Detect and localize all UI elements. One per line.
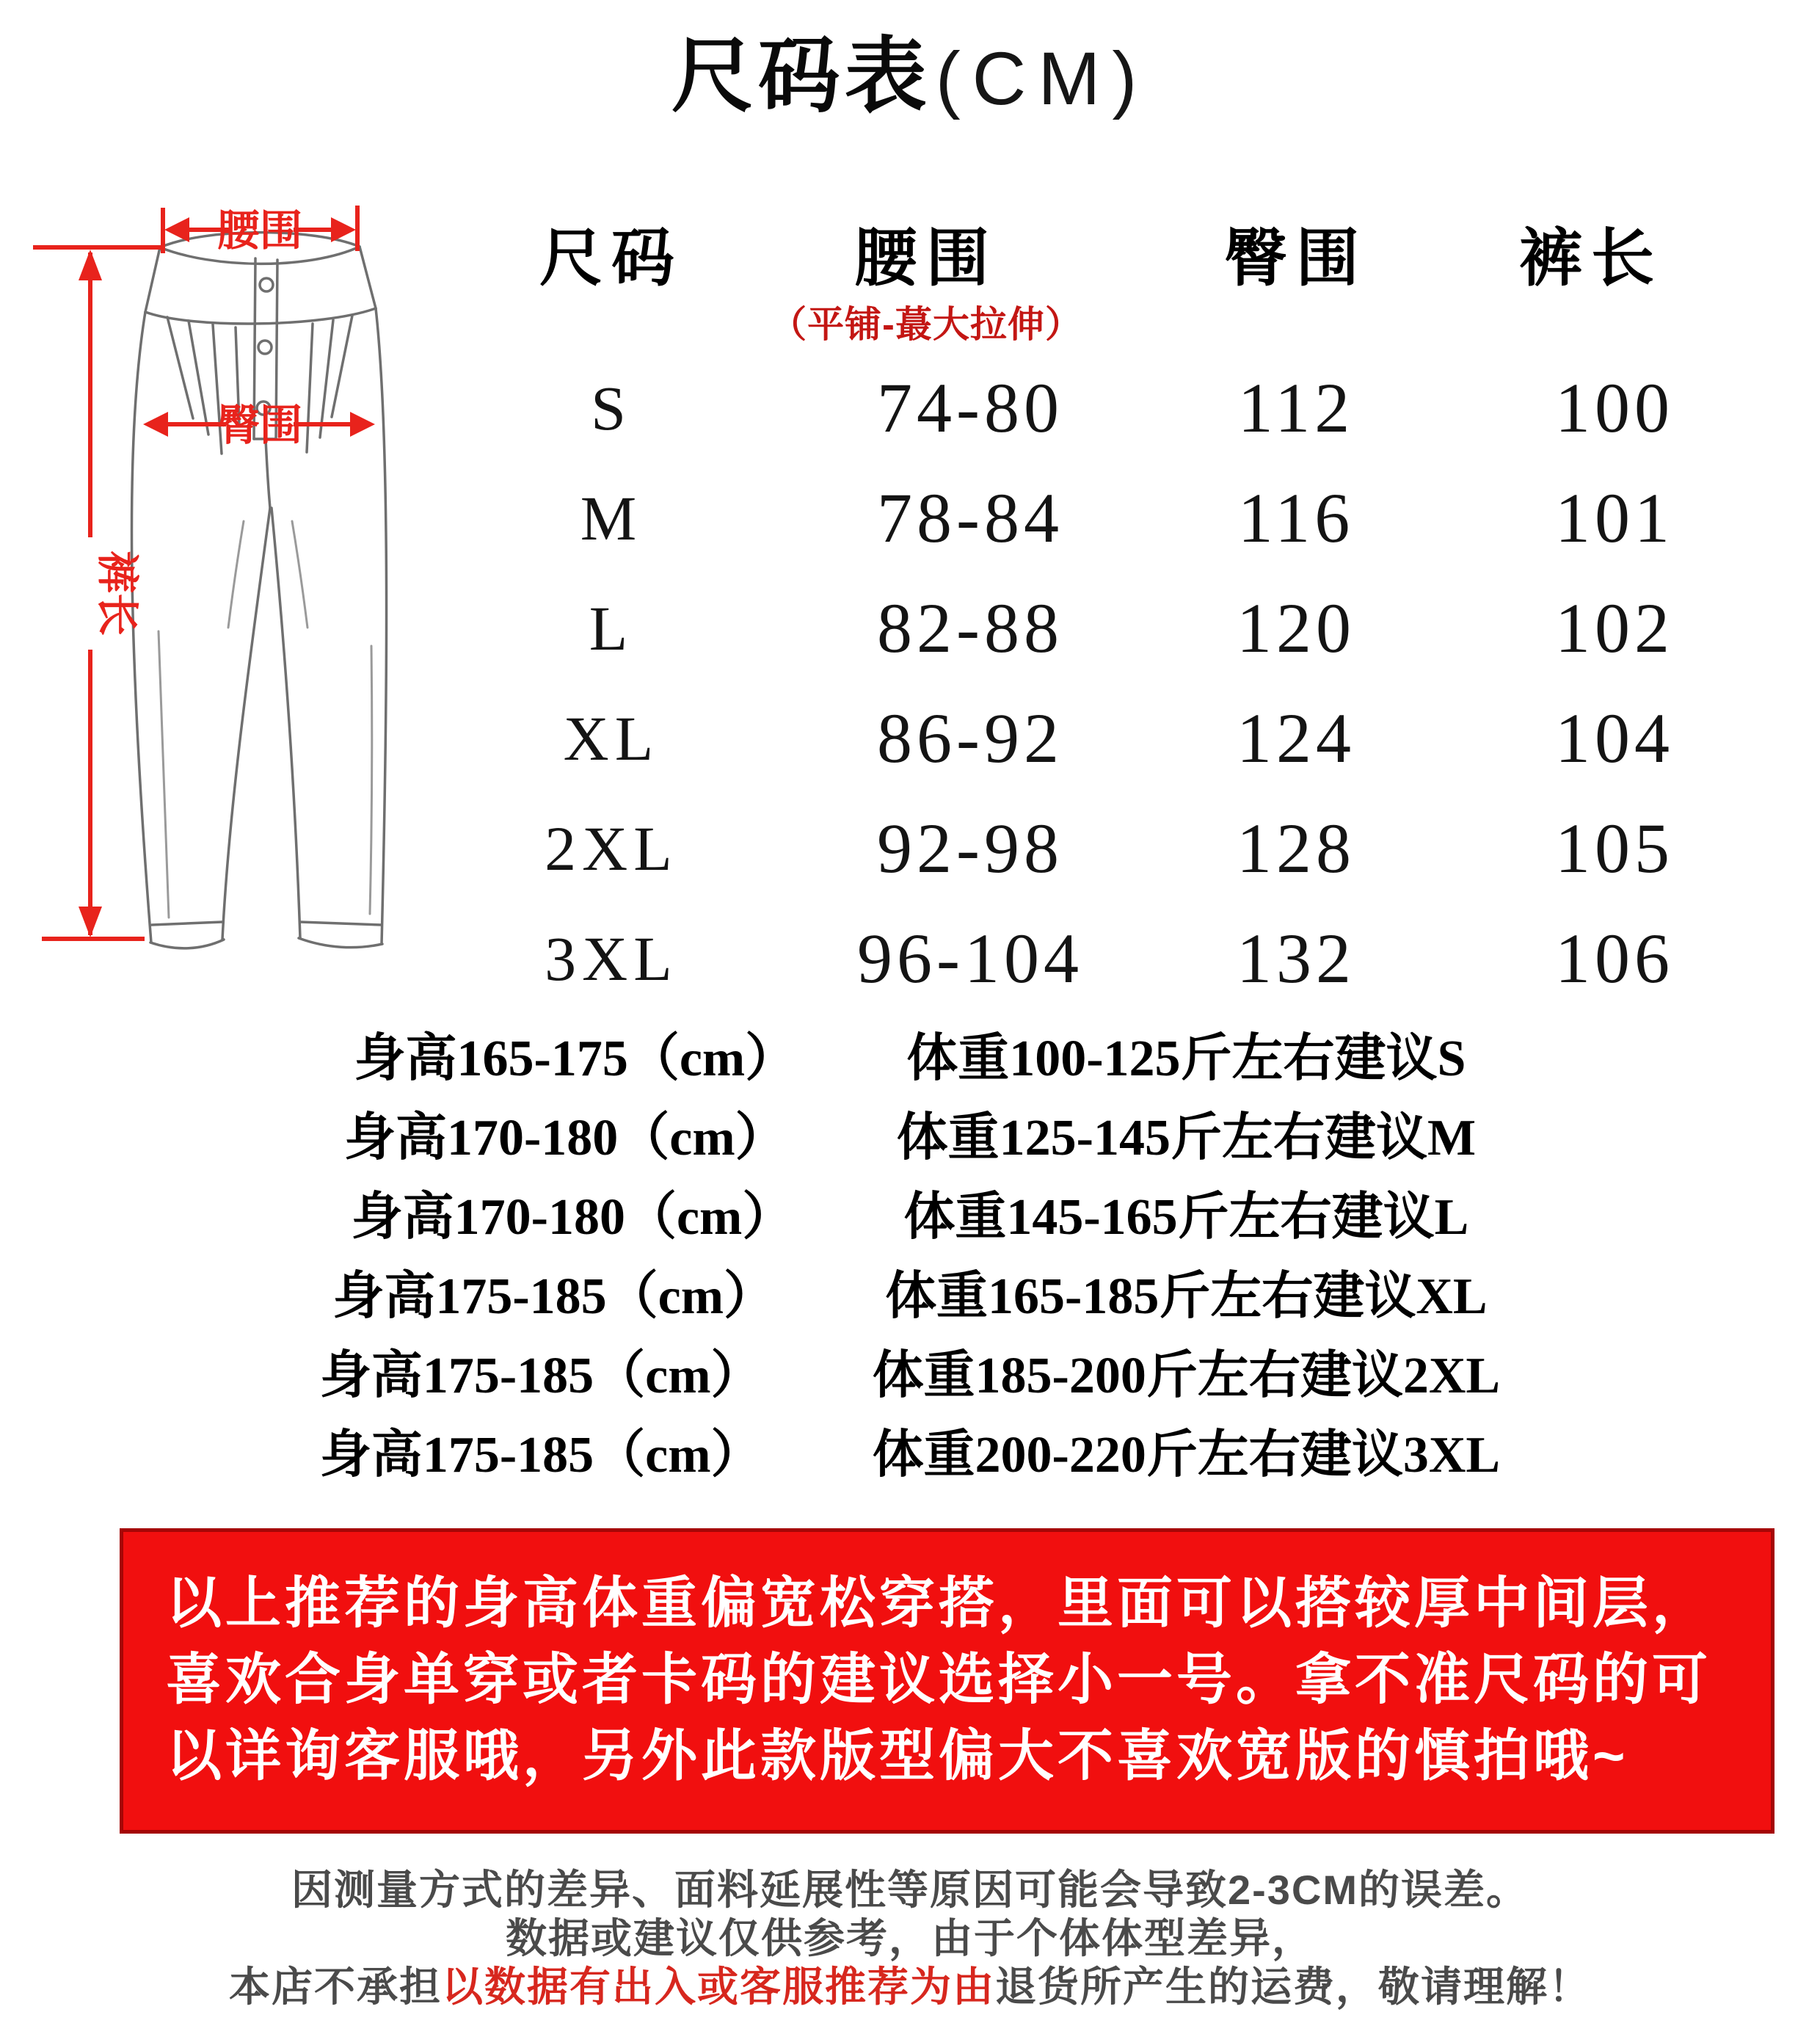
- col-header-hip: 臀围: [1224, 223, 1368, 294]
- size-label: S: [591, 373, 632, 443]
- pants-measurement-diagram: [15, 176, 411, 998]
- waist-value: 74-80: [877, 368, 1063, 447]
- col-header-size: 尺码: [539, 223, 683, 294]
- notice-line: 喜欢合身单穿或者卡码的建议选择小一号。拿不准尺码的可: [166, 1649, 1711, 1711]
- recommendation-line: [0, 1337, 1820, 1416]
- size-label: L: [589, 593, 634, 664]
- weight-advice: 体重125-145斤左右建议M: [896, 1110, 1477, 1166]
- waist-value: 82-88: [877, 589, 1063, 667]
- waist-note: （平铺-蕞大拉伸）: [770, 304, 1082, 345]
- waist-arrow: [163, 206, 357, 255]
- disclaimer-line: 因测量方式的差异、面料延展性等原因可能会导致2-3CM的误差。: [291, 1867, 1529, 1913]
- length-value: 104: [1555, 699, 1674, 777]
- weight-advice: 体重165-185斤左右建议XL: [885, 1268, 1488, 1325]
- height-range: 身高175-185（cm）: [319, 1348, 762, 1404]
- pants-crease-lines: [159, 521, 372, 918]
- recommendation-line: [0, 1257, 1820, 1337]
- page-title: [0, 10, 1820, 128]
- notice-line: 以上推荐的身高体重偏宽松穿搭，里面可以搭较厚中间层，: [166, 1572, 1711, 1635]
- waist-value: 92-98: [877, 809, 1063, 887]
- height-range: 身高165-175（cm）: [354, 1031, 797, 1087]
- length-value: 105: [1555, 809, 1674, 887]
- disclaimer-prefix: 本店不承担: [229, 1964, 442, 2010]
- weight-advice: 体重200-220斤左右建议3XL: [872, 1427, 1501, 1483]
- size-label: M: [580, 483, 643, 553]
- length-value: 102: [1555, 589, 1674, 667]
- hip-value: 124: [1237, 699, 1355, 777]
- height-range: 身高170-180（cm）: [351, 1189, 794, 1246]
- hip-arrow: [143, 402, 375, 449]
- length-value: 106: [1555, 919, 1674, 998]
- size-label: XL: [563, 703, 660, 774]
- length-value: 101: [1555, 479, 1674, 557]
- hip-value: 116: [1237, 479, 1355, 557]
- size-label: 2XL: [545, 813, 678, 884]
- weight-advice: 体重100-125斤左右建议S: [906, 1031, 1466, 1087]
- hip-value: 132: [1237, 919, 1355, 998]
- recommendation-line: [0, 1099, 1820, 1178]
- waist-value: 86-92: [877, 699, 1063, 777]
- title-text: 尺码表: [671, 30, 931, 122]
- height-range: 身高175-185（cm）: [332, 1268, 776, 1325]
- size-recommendations: [0, 1020, 1820, 1495]
- disclaimer-line: [0, 1963, 1820, 2011]
- notice-line: 以详询客服哦，另外此款版型偏大不喜欢宽版的慎拍哦~: [166, 1725, 1629, 1787]
- height-range: 身高170-180（cm）: [343, 1110, 787, 1166]
- recommendation-line: [0, 1178, 1820, 1257]
- waist-value: 78-84: [877, 479, 1063, 557]
- length-value: 100: [1555, 368, 1674, 447]
- length-arrow-label: 裤长: [93, 550, 141, 636]
- height-range: 身高175-185（cm）: [319, 1427, 762, 1483]
- weight-advice: 体重185-200斤左右建议2XL: [872, 1348, 1501, 1404]
- col-header-waist: 腰围: [854, 223, 998, 294]
- hip-value: 128: [1237, 809, 1355, 887]
- notice-box: [120, 1528, 1774, 1834]
- hip-value: 112: [1237, 368, 1355, 447]
- size-label: 3XL: [545, 923, 678, 994]
- recommendation-line: [0, 1020, 1820, 1099]
- disclaimer-line: 数据或建议仅供参考，由于个体体型差异，: [506, 1915, 1314, 1961]
- title-unit: (CM): [935, 37, 1149, 120]
- hip-arrow-label: 臀围: [216, 402, 303, 449]
- recommendation-line: [0, 1416, 1820, 1495]
- waist-arrow-label: 腰围: [216, 207, 303, 255]
- disclaimer-suffix: 退货所产生的运费，敬请理解！: [995, 1964, 1591, 2010]
- weight-advice: 体重145-165斤左右建议L: [903, 1189, 1469, 1246]
- waist-value: 96-104: [857, 919, 1083, 998]
- col-header-length: 裤长: [1519, 223, 1663, 294]
- pants-sketch: [132, 233, 387, 948]
- disclaimer: [0, 1866, 1820, 2011]
- hip-value: 120: [1237, 589, 1355, 667]
- disclaimer-highlight: 以数据有出入或客服推荐为由: [442, 1964, 995, 2010]
